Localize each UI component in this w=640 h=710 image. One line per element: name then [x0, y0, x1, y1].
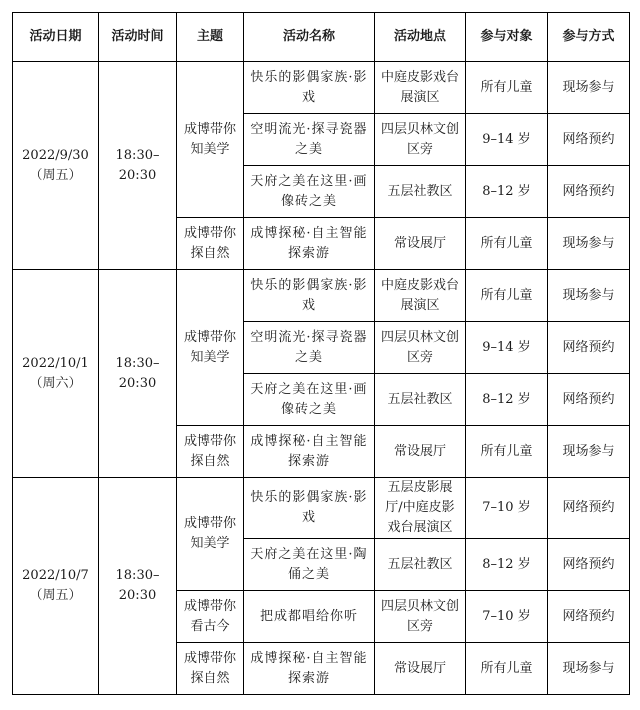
audience-cell: 所有儿童: [466, 426, 548, 478]
schedule-table: [12, 12, 630, 695]
mode-cell: 网络预约: [548, 114, 630, 166]
audience-cell: 所有儿童: [466, 218, 548, 270]
activity-name-cell: 把成都唱给你听: [244, 591, 375, 643]
mode-cell: 网络预约: [548, 322, 630, 374]
date-text: 2022/9/30: [22, 147, 89, 163]
place-cell: 五层社教区: [375, 166, 466, 218]
activity-name-cell: 快乐的影偶家族·影戏: [244, 270, 375, 322]
weekday-text: （周五）: [29, 588, 82, 603]
audience-cell: 9–14 岁: [466, 114, 548, 166]
header-row: [13, 13, 630, 62]
header-time: 活动时间: [99, 13, 177, 62]
audience-cell: 所有儿童: [466, 643, 548, 695]
place-cell: 四层贝林文创区旁: [375, 114, 466, 166]
place-cell: 四层贝林文创区旁: [375, 322, 466, 374]
activity-name-cell: 天府之美在这里·画像砖之美: [244, 374, 375, 426]
mode-cell: 现场参与: [548, 643, 630, 695]
theme-cell: 成博带你看古今: [177, 591, 244, 643]
date-text: 2022/10/7: [22, 568, 89, 583]
audience-cell: 8–12 岁: [466, 374, 548, 426]
activity-name-cell: 快乐的影偶家族·影戏: [244, 62, 375, 114]
theme-cell: 成博带你知美学: [177, 270, 244, 426]
mode-cell: 现场参与: [548, 218, 630, 270]
theme-cell: 成博带你探自然: [177, 643, 244, 695]
date-text: 2022/10/1: [22, 355, 89, 371]
table-row: [13, 62, 630, 114]
header-audience: 参与对象: [466, 13, 548, 62]
header-place: 活动地点: [375, 13, 466, 62]
audience-cell: 8–12 岁: [466, 166, 548, 218]
header-mode: 参与方式: [548, 13, 630, 62]
date-cell: [13, 270, 99, 478]
place-cell: 五层社教区: [375, 374, 466, 426]
header-theme: 主题: [177, 13, 244, 62]
activity-name-cell: 空明流光·探寻瓷器之美: [244, 114, 375, 166]
mode-cell: 网络预约: [548, 539, 630, 591]
audience-cell: 所有儿童: [466, 62, 548, 114]
activity-name-cell: 空明流光·探寻瓷器之美: [244, 322, 375, 374]
place-cell: 四层贝林文创区旁: [375, 591, 466, 643]
place-cell: 五层社教区: [375, 539, 466, 591]
weekday-text: （周五）: [29, 167, 82, 183]
mode-cell: 现场参与: [548, 426, 630, 478]
table-row: [13, 270, 630, 322]
activity-name-cell: 成博探秘·自主智能探索游: [244, 643, 375, 695]
audience-cell: 9–14 岁: [466, 322, 548, 374]
mode-cell: 网络预约: [548, 374, 630, 426]
place-cell: 常设展厅: [375, 218, 466, 270]
activity-name-cell: 天府之美在这里·画像砖之美: [244, 166, 375, 218]
header-activity-name: 活动名称: [244, 13, 375, 62]
theme-cell: 成博带你知美学: [177, 478, 244, 591]
audience-cell: 7–10 岁: [466, 591, 548, 643]
audience-cell: 所有儿童: [466, 270, 548, 322]
weekday-text: （周六）: [29, 375, 82, 391]
activity-name-cell: 快乐的影偶家族·影戏: [244, 478, 375, 539]
date-cell: [13, 478, 99, 695]
audience-cell: 8–12 岁: [466, 539, 548, 591]
place-cell: 中庭皮影戏台展演区: [375, 270, 466, 322]
theme-cell: 成博带你知美学: [177, 62, 244, 218]
mode-cell: 网络预约: [548, 591, 630, 643]
header-date: 活动日期: [13, 13, 99, 62]
table-row: [13, 478, 630, 539]
place-cell: 常设展厅: [375, 643, 466, 695]
place-cell: 五层皮影展厅/中庭皮影戏台展演区: [375, 478, 466, 539]
time-cell: 18:30–20:30: [99, 270, 177, 478]
mode-cell: 现场参与: [548, 270, 630, 322]
activity-name-cell: 成博探秘·自主智能探索游: [244, 218, 375, 270]
audience-cell: 7–10 岁: [466, 478, 548, 539]
activity-name-cell: 成博探秘·自主智能探索游: [244, 426, 375, 478]
theme-cell: 成博带你探自然: [177, 218, 244, 270]
date-cell: [13, 62, 99, 270]
theme-cell: 成博带你探自然: [177, 426, 244, 478]
mode-cell: 现场参与: [548, 62, 630, 114]
place-cell: 中庭皮影戏台展演区: [375, 62, 466, 114]
mode-cell: 网络预约: [548, 478, 630, 539]
time-cell: 18:30–20:30: [99, 62, 177, 270]
mode-cell: 网络预约: [548, 166, 630, 218]
place-cell: 常设展厅: [375, 426, 466, 478]
time-cell: 18:30–20:30: [99, 478, 177, 695]
activity-name-cell: 天府之美在这里·陶俑之美: [244, 539, 375, 591]
